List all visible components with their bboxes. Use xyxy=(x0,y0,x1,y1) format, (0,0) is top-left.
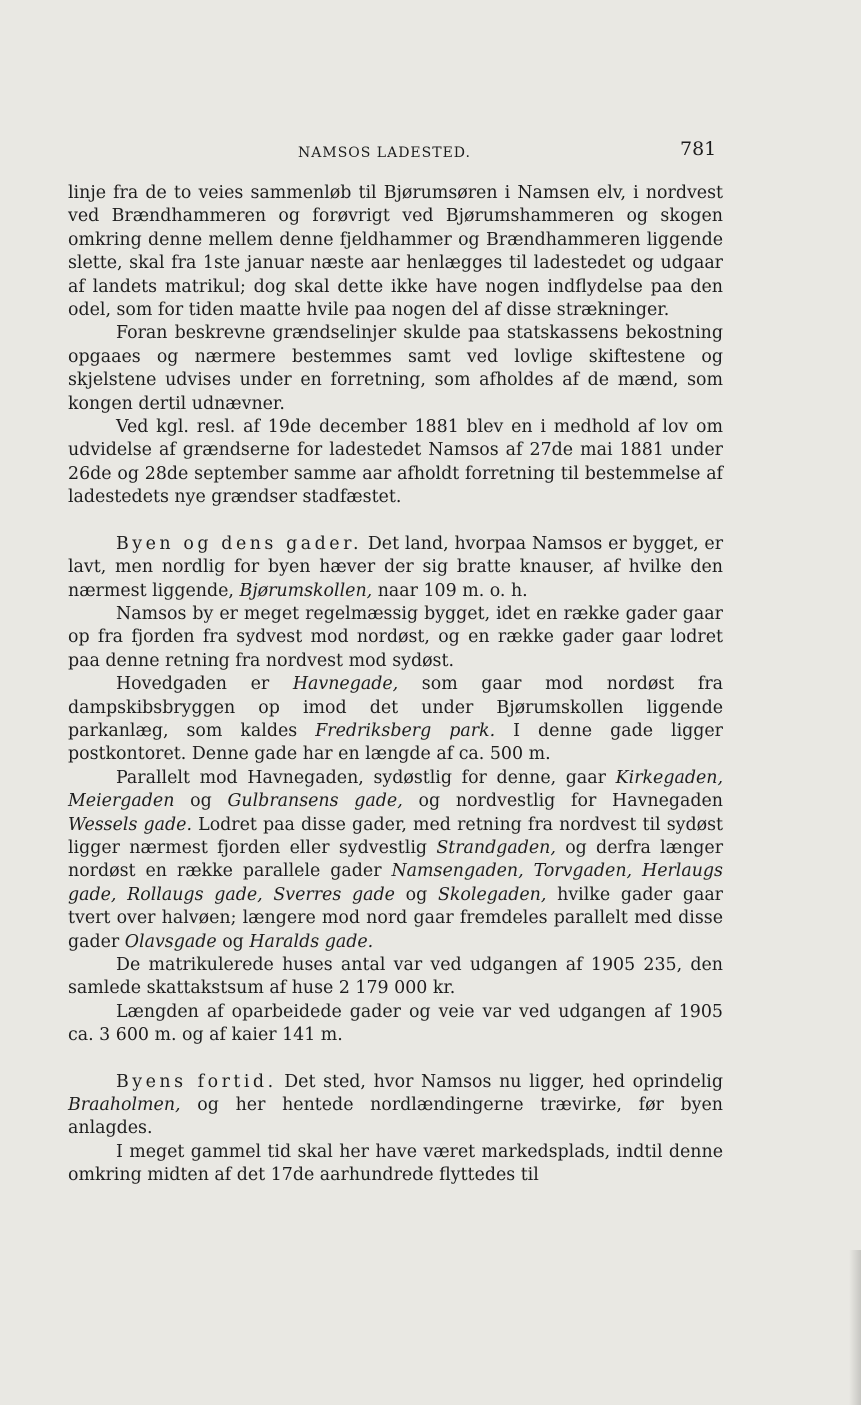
paragraph: Byen og dens gader. Det land, hvorpaa Namsos er bygget, er lavt, men nordlig for byen hæver der sig bratte knauser, af hvilke den nærmest liggende, Bjørumskollen, naar 109 m. o. h. xyxy=(68,533,724,601)
paragraph: Ved kgl. resl. af 19de december 1881 blev en i medhold af lov om udvidelse af grændserne for ladestedet Namsos af 27de mai 1881 under 26de og 28de september samme aar afholdt forretning til bestemmelse af ladestedets nye grændser stadfæstet. xyxy=(68,417,723,508)
paragraph: Længden af oparbeidede gader og veie var ved udgangen af 1905 ca. 3 600 m. og af kaier 141 m. xyxy=(68,1001,723,1046)
section-gap xyxy=(68,1048,723,1071)
page-number: 781 xyxy=(680,138,717,160)
paragraph: Foran beskrevne grændselinjer skulde paa statskassens bekostning opgaaes og nærmere bestemmes samt ved lovlige skiftestene og skjelstene udvises under en forretning, som afholdes af de mænd, som kongen dertil udnævner. xyxy=(68,323,723,414)
street-name: Kirkegaden, Meiergaden xyxy=(68,767,723,812)
place-name: Fredriksberg park. xyxy=(315,720,496,741)
street-name: Haralds gade. xyxy=(249,931,374,952)
section-heading: Byen og dens gader. xyxy=(116,533,363,554)
place-name: Braaholmen, xyxy=(68,1095,181,1116)
street-name: Namsengaden, Torvgaden, Herlaugs gade, Rollaugs gade, Sverres gade xyxy=(68,861,723,905)
paragraph: De matrikulerede huses antal var ved udgangen af 1905 235, den samlede skattakstsum af huse 2 179 000 kr. xyxy=(68,955,723,999)
street-name: Gulbransens gade, xyxy=(227,791,403,812)
place-name: Bjørumskollen, xyxy=(239,580,373,601)
running-header: NAMSOS LADESTED. xyxy=(298,145,471,161)
page-edge-shadow xyxy=(849,1250,861,1405)
paragraph: Byens fortid. Det sted, hvor Namsos nu ligger, hed oprindelig Braaholmen, og her hentede nordlændingerne trævirke, før byen anlagdes. xyxy=(68,1071,723,1139)
street-name: Havnegade, xyxy=(292,674,399,695)
street-name: Wessels gade. xyxy=(68,814,192,835)
paragraph: Namsos by er meget regelmæssig bygget, idet en række gader gaar op fra fjorden fra sydvest mod nordøst, og en række gader gaar lodret paa denne retning fra nordvest mod sydøst. xyxy=(68,603,723,671)
street-name: Strandgaden, xyxy=(436,837,556,858)
street-name: Skolegaden, xyxy=(437,884,547,905)
paragraph: Parallelt mod Havnegaden, sydøstlig for denne, gaar Kirkegaden, Meiergaden og Gulbransens gade, og nordvestlig for Havnegaden Wessels gade. Lodret paa disse gader, med retning fra nordvest til sydøst ligger nærmest fjorden eller sydvestlig Strandgaden, og derfra længer nordøst en række parallele gader Namsengaden, Torvgaden, Herlaugs gade, Rollaugs gade, Sverres gade og Skolegaden, hvilke gader gaar tvert over halvøen; længere mod nord gaar fremdeles parallelt med disse gader Olavsgade og Haralds gade. xyxy=(68,767,724,952)
section-heading: Byens fortid. xyxy=(116,1071,277,1092)
paragraph: Hovedgaden er Havnegade, som gaar mod nordøst fra dampskibsbryggen op imod det under Bjørumskollen liggende parkanlæg, som kaldes Fredriksberg park. I denne gade ligger postkontoret. Denne gade har en længde af ca. 500 m. xyxy=(68,674,724,765)
page-body xyxy=(68,182,723,1188)
paragraph: linje fra de to veies sammenløb til Bjørumsøren i Namsen elv, i nordvest ved Brændhammeren og forøvrigt ved Bjørumshammeren og skogen omkring denne mellem denne fjeldhammer og Brændhammeren liggende slette, skal fra 1ste januar næste aar henlægges til ladestedet og udgaar af landets matrikul; dog skal dette ikke have nogen indflydelse paa den odel, som for tiden maatte hvile paa nogen del af disse strækninger. xyxy=(68,183,723,321)
street-name: Olavsgade xyxy=(124,931,217,952)
section-gap xyxy=(68,510,723,533)
paragraph: I meget gammel tid skal her have været markedsplads, indtil denne omkring midten af det 17de aarhundrede flyttedes til xyxy=(68,1141,723,1186)
